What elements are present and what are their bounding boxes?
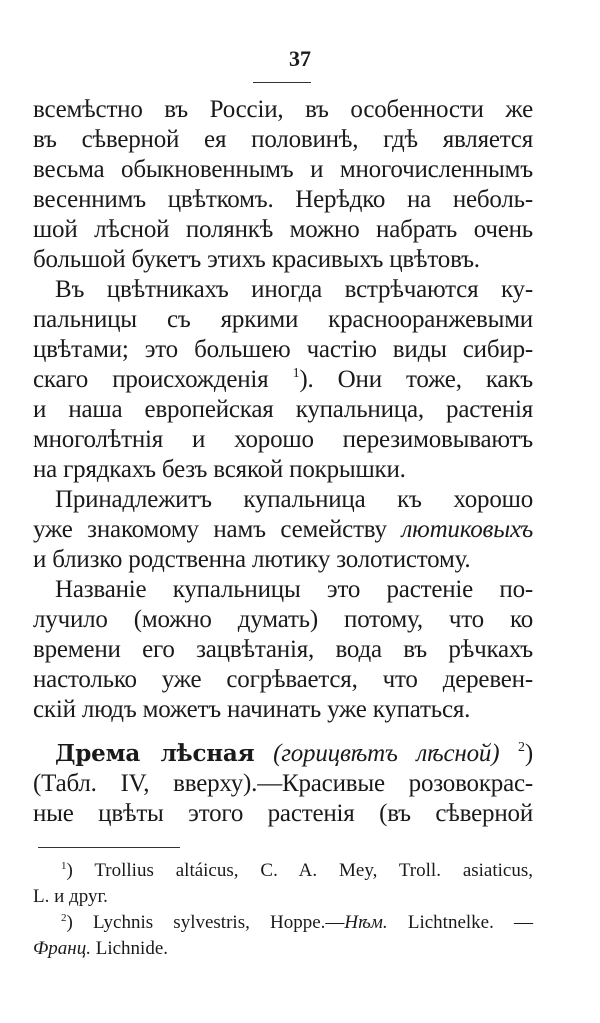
text-line: шой лѣсной полянкѣ можно набрать очень — [33, 216, 533, 243]
text-line: (Табл. IV, вверху).—Красивые розовокрас- — [33, 770, 533, 797]
text-line: ные цвѣты этого растенія (въ сѣверной — [33, 800, 533, 827]
text-line: пальницы съ яркими краснооранжевыми — [33, 306, 533, 333]
footnote-2 — [33, 910, 533, 936]
footnote-2-cont — [33, 936, 533, 962]
footnote-1-cont: L. и друг. — [33, 886, 108, 907]
text-line: Принадлежитъ купальница къ хорошо — [55, 486, 533, 513]
text-fragment: Lichnide. — [90, 938, 168, 959]
text-line: на грядкахъ безъ всякой покрышки. — [33, 456, 406, 483]
section-heading-line — [33, 739, 533, 769]
text-line: многолѣтнія и хорошо перезимовываютъ — [33, 426, 533, 453]
text-line — [33, 365, 533, 395]
text-line: скій людъ можетъ начинать уже купаться. — [33, 696, 471, 723]
page-number: 37 — [289, 46, 311, 71]
italic-term: лютиковыхъ — [401, 516, 533, 543]
text-fragment: ) — [524, 740, 533, 767]
text-line: въ сѣверной ея половинѣ, гдѣ является — [33, 126, 533, 153]
text-line: лучило (можно думать) потому, что ко — [33, 606, 533, 633]
text-fragment: скаго происхожденія — [33, 366, 269, 393]
body-text — [33, 95, 533, 829]
text-fragment: ). Они тоже, какъ — [299, 366, 533, 393]
text-line: весеннимъ цвѣткомъ. Нерѣдко на неболь- — [33, 186, 533, 213]
footnote-ref[interactable]: 1 — [292, 366, 300, 381]
text-fragment: ) Trollius altáicus, C. A. Mey, Troll. asiaticus, — [66, 860, 533, 881]
footnote-marker: 1 — [61, 860, 67, 872]
text-fragment: уже знакомому намъ семейству — [33, 516, 387, 543]
italic-term: Нѣм. — [344, 912, 388, 933]
footnote-marker: 2 — [61, 912, 67, 924]
text-line: цвѣтами; это большею частію виды сибир- — [33, 336, 533, 363]
text-line: всемѣстно въ Россіи, въ особенности же — [33, 96, 533, 123]
page-number-underline — [253, 82, 311, 83]
text-fragment: Lichtnelke. — — [387, 912, 533, 933]
text-line: времени его зацвѣтанія, вода въ рѣчкахъ — [33, 636, 533, 663]
text-fragment: ) Lychnis sylvestris, Hoppe.— — [66, 912, 345, 933]
section-alt-name: (горицвѣтъ лѣсной) — [273, 740, 500, 767]
text-line: Въ цвѣтникахъ иногда встрѣчаются ку- — [55, 276, 533, 303]
footnote-1 — [33, 858, 533, 884]
footnote-separator — [38, 847, 180, 848]
text-line: и наша европейская купальница, растенія — [33, 396, 533, 423]
italic-term: Франц. — [33, 938, 91, 959]
text-line: и близко родственна лютику золотистому. — [33, 546, 471, 573]
text-line: большой букетъ этихъ красивыхъ цвѣтовъ. — [33, 246, 480, 273]
footnotes — [33, 858, 533, 962]
text-line: настолько уже согрѣвается, что деревен- — [33, 666, 533, 693]
footnote-ref[interactable]: 2 — [518, 740, 525, 755]
text-line: весьма обыкновеннымъ и многочисленнымъ — [33, 156, 533, 183]
text-line — [33, 515, 533, 545]
text-line: Названіе купальницы это растеніе по- — [55, 576, 533, 603]
section-title: Дрема лѣсная — [55, 740, 255, 767]
